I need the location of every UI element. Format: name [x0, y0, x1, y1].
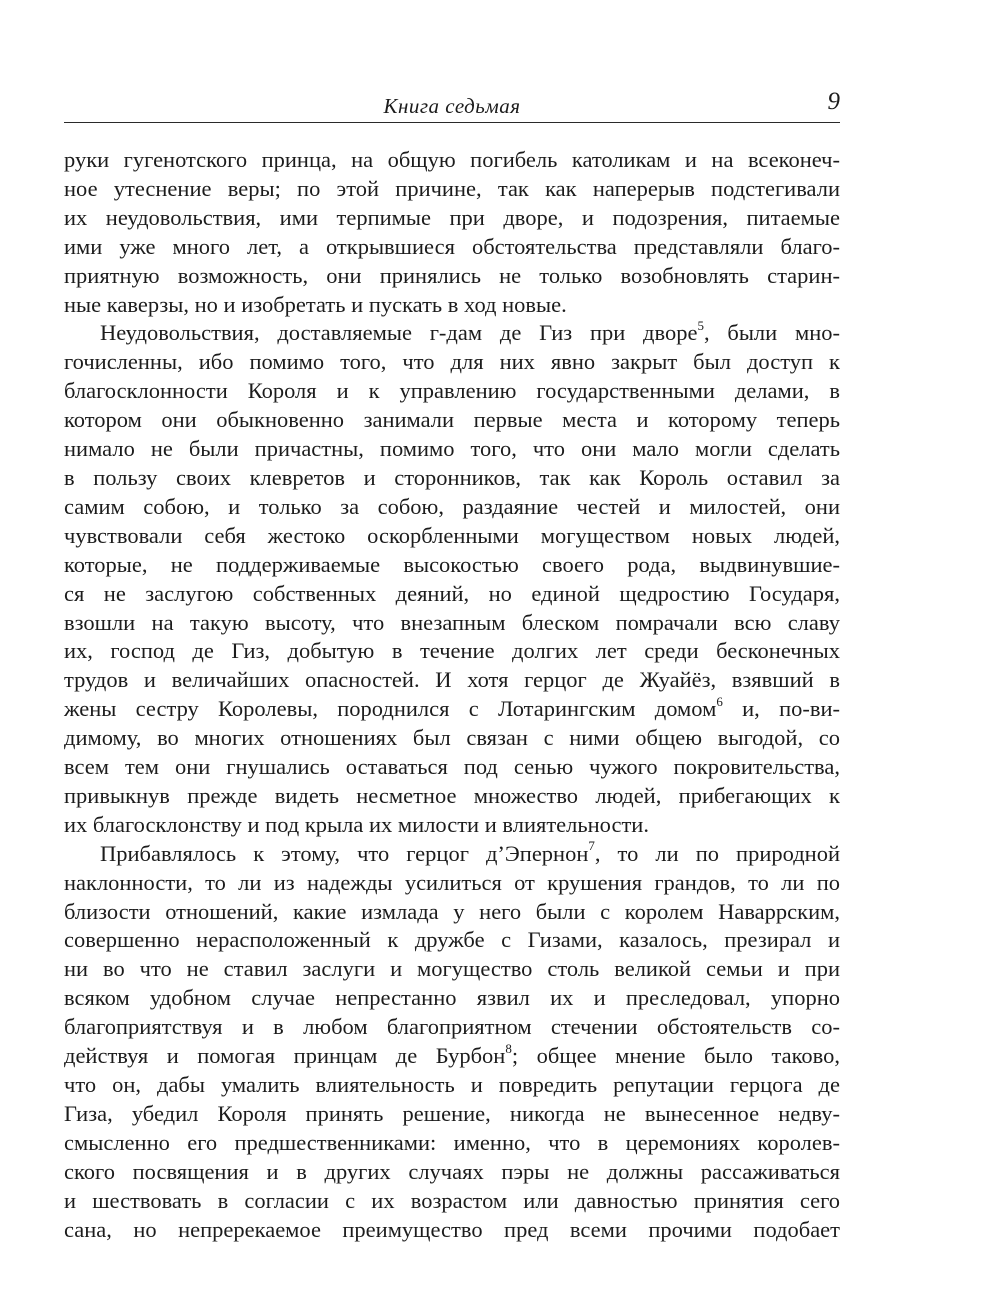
paragraph-3 — [64, 840, 840, 1245]
footnote-ref: 7 — [588, 838, 595, 854]
text-line: ся не заслугою собственных деяний, но единой щедростию Государя, — [64, 580, 840, 606]
text-line: что он, дабы умалить влиятельность и повредить репутации герцога де — [64, 1072, 840, 1097]
text-line: приятную возможность, они принялись не только возобновлять старин- — [64, 262, 840, 288]
text-line: взошли на такую высоту, что внезапным блеском помрачали всю славу — [64, 609, 840, 635]
text-line: их благосклонству и под крыла их милости и влиятельности. — [64, 811, 649, 837]
text-line: благосклонности Короля и к управлению государственными делами, в — [64, 378, 840, 404]
running-title: Книга седьмая — [383, 94, 521, 118]
text-line: котором они обыкновенно занимали первые места и которому теперь — [64, 407, 840, 433]
text-line: ни во что не ставил заслуги и могущество столь великой семьи и при — [64, 956, 840, 982]
text-line — [64, 319, 840, 348]
text-line: привыкнув прежде видеть несметное множество людей, прибегающих к — [64, 782, 840, 808]
paragraph-1 — [64, 146, 840, 319]
text-line: смысленно его предшественниками: именно, что в церемониях королев- — [64, 1129, 840, 1155]
text-line: сана, но непререкаемое преимущество пред всеми прочими подобает — [64, 1216, 840, 1242]
text-line: совершенно нерасположенный к дружбе с Гизами, казалось, презирал и — [64, 927, 840, 953]
text-line: благоприятствуя и в любом благоприятном стечении обстоятельств со- — [64, 1014, 840, 1040]
text-line: Гиза, убедил Короля принять решение, никогда не вынесенное недву- — [64, 1100, 840, 1126]
text-line: руки гугенотского принца, на общую погибель католикам и на всеконеч- — [64, 147, 840, 172]
footnote-ref: 8 — [505, 1040, 512, 1056]
text-line — [64, 1042, 840, 1071]
text-line: всяком удобном случае непрестанно язвил их и преследовал, упорно — [64, 985, 840, 1011]
text-line: нимало не были причастны, помимо того, что они мало могли сделать — [64, 436, 840, 462]
line-text: и, по-ви- — [722, 696, 841, 722]
text-line: трудов и величайших опасностей. И хотя герцог де Жуайёз, взявший в — [64, 667, 840, 693]
line-text: жены сестру Королевы, породнился с Лотарингским домом — [64, 696, 717, 722]
text-line: ими уже много лет, а открывшиеся обстоятельства представляли благо- — [64, 233, 840, 259]
text-line — [64, 840, 840, 869]
text-line: которые, не поддерживаемые высокостью своего рода, выдвинувшие- — [64, 551, 840, 577]
text-line: всем тем они гнушались оставаться под сенью чужого покровительства, — [64, 754, 840, 780]
line-text: , были мно- — [703, 320, 841, 346]
text-line: близости отношений, какие измлада у него были с королем Наваррским, — [64, 898, 840, 924]
text-line: наклонности, то ли из надежды усилиться от крушения грандов, то ли по — [64, 869, 840, 895]
line-text: ; общее мнение было таково, — [511, 1043, 840, 1069]
text-line: ное утеснение веры; по этой причине, так как наперерыв подстегивали — [64, 175, 840, 201]
text-line: ные каверзы, но и изобретать и пускать в ход новые. — [64, 291, 567, 317]
footnote-ref: 5 — [697, 317, 704, 333]
text-line: и шествовать в согласии с их возрастом или давностью принятия сего — [64, 1187, 840, 1213]
text-line: гочисленны, ибо помимо того, что для них явно закрыт был доступ к — [64, 349, 840, 375]
paragraph-2 — [64, 319, 840, 839]
line-text: действуя и помогая принцам де Бурбон — [64, 1043, 506, 1069]
text-line: в пользу своих клевретов и сторонников, так как Король оставил за — [64, 464, 840, 490]
text-line: димому, во многих отношениях был связан с ними общею выгодой, со — [64, 725, 840, 751]
line-text: Неудовольствия, доставляемые г-дам де Гиз при дворе — [100, 320, 698, 346]
text-line: самим собою, и только за собою, раздаяние честей и милостей, они — [64, 493, 840, 519]
text-line: их, господ де Гиз, добытую в течение долгих лет среди бесконечных — [64, 638, 840, 664]
body-text — [64, 146, 840, 1244]
text-line — [64, 695, 840, 724]
line-text: Прибавлялось к этому, что герцог д’Эпернон — [100, 840, 589, 866]
page-number: 9 — [827, 88, 840, 115]
footnote-ref: 6 — [716, 693, 723, 709]
line-text: , то ли по природной — [594, 840, 840, 866]
text-line: их неудовольствия, ими терпимые при дворе, и подозрения, питаемые — [64, 204, 840, 230]
page-header — [64, 88, 840, 123]
text-line: чувствовали себя жестоко оскорбленными могуществом новых людей, — [64, 522, 840, 548]
text-line: ского посвящения и в других случаях пэры не должны рассаживаться — [64, 1158, 840, 1184]
